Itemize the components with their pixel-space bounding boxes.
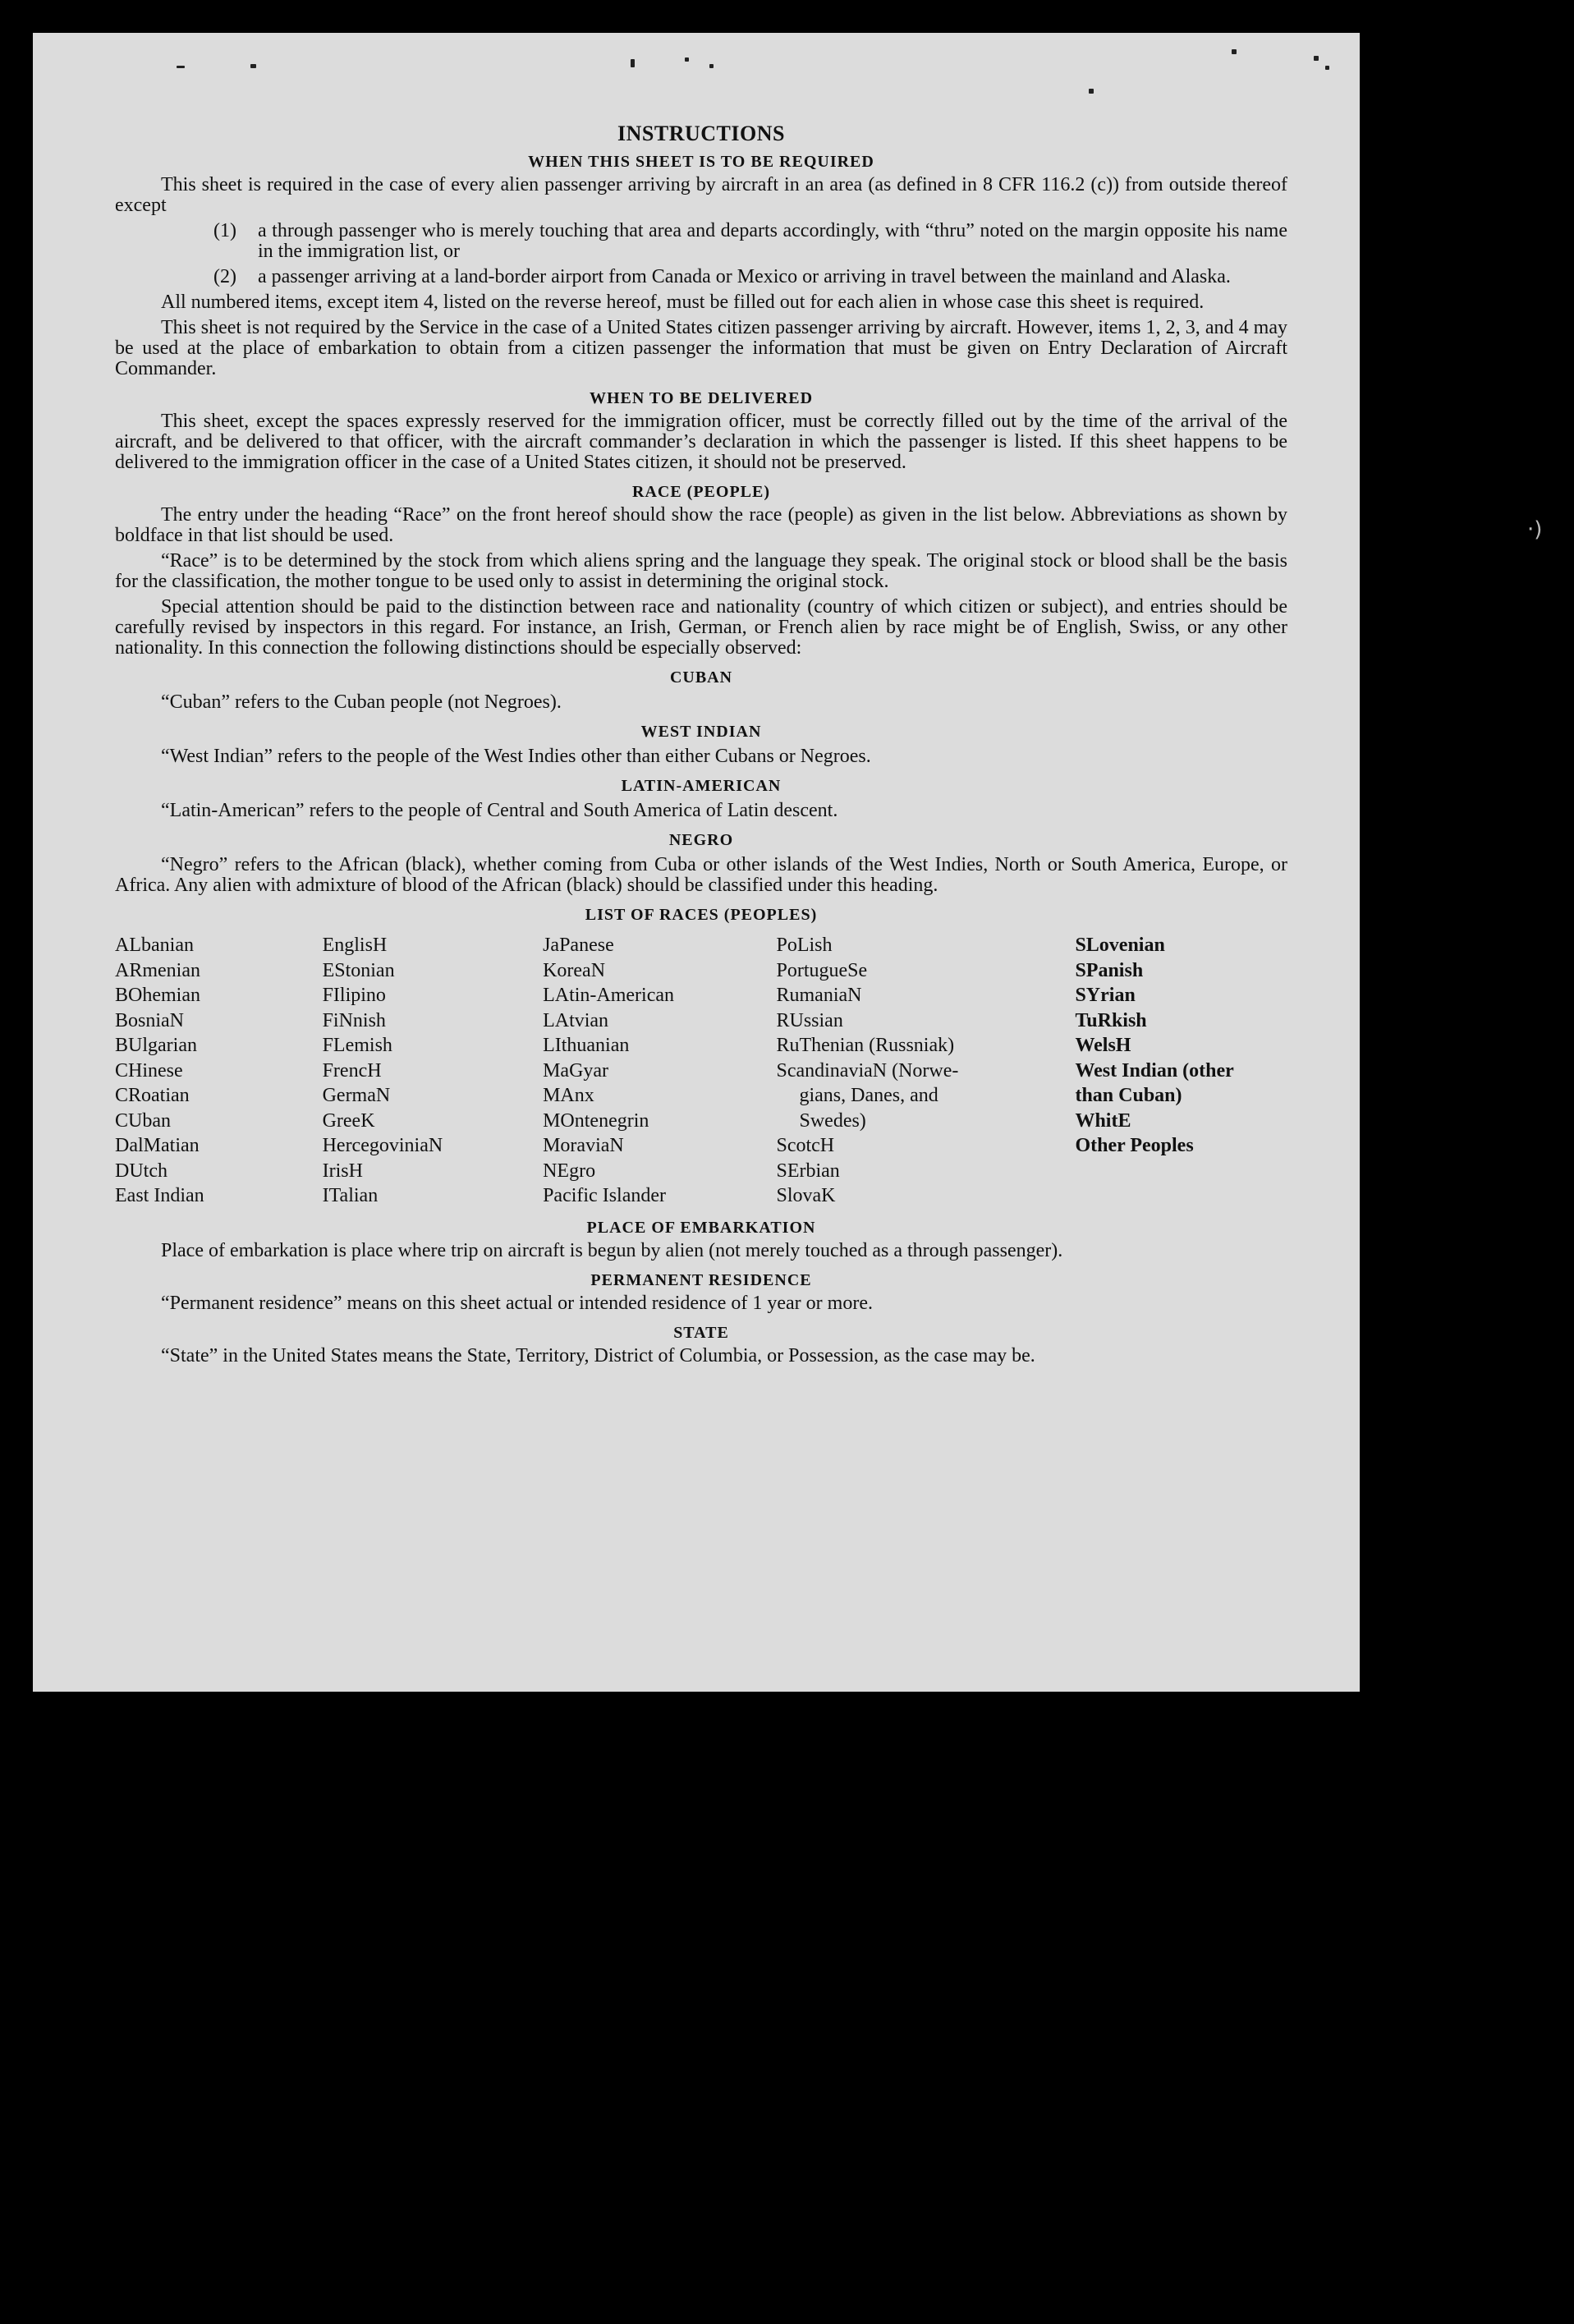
edge-artifact-mark: ·) <box>1527 517 1543 542</box>
race-entry: JaPanese <box>543 935 614 956</box>
exception-item-number: (1) <box>213 220 236 241</box>
race-entry-continuation: Swedes) <box>799 1109 866 1132</box>
definition-text-cuban: “Cuban” refers to the Cuban people (not Negroes). <box>161 691 562 713</box>
residence-paragraph: “Permanent residence” means on this sheet actual or intended residence of 1 year or more. <box>161 1292 873 1314</box>
race-entry: ALbanian <box>115 935 194 956</box>
race-entry: SYrian <box>1075 985 1136 1006</box>
race-entry: MAnx <box>543 1085 594 1106</box>
race-entry: SlovaK <box>776 1185 836 1206</box>
race-entry: PortugueSe <box>776 959 868 981</box>
race-entry: HercegoviniaN <box>322 1135 443 1156</box>
race-entry: GreeK <box>322 1109 375 1132</box>
section-heading-when-delivered: WHEN TO BE DELIVERED <box>589 389 814 407</box>
race-entry: ITalian <box>322 1185 379 1206</box>
race-entry: Pacific Islander <box>543 1185 667 1206</box>
definition-text-negro: “Negro” refers to the African (black), whether coming from Cuba or other islands of the West Indies, North or South America, Europe, or Africa. Any alien with admixture of blood of the African (black) should be classified under this heading. <box>115 854 1287 896</box>
race-paragraph-1: The entry under the heading “Race” on the front hereof should show the race (people) as given in the list below. Abbreviations as shown by boldface in that list should be used. <box>115 504 1287 546</box>
race-entry: FiNnish <box>322 1009 386 1031</box>
race-paragraph-3: Special attention should be paid to the distinction between race and nationality (country of which citizen or subject), and entries should be carefully revised by inspectors in this regard. For instance, an Irish, German, or French alien by race might be of English, Swiss, or any other nationality. In this connection the following distinctions should be especially observed: <box>115 596 1287 659</box>
race-entry: DalMatian <box>115 1135 200 1156</box>
when-delivered-paragraph: This sheet, except the spaces expressly reserved for the immigration officer, must be correctly filled out by the time of the arrival of the aircraft, and be delivered to that officer, with the aircraft commander’s declaration in which the passenger is listed. If this sheet happens to be delivered to the immigration officer in the case of a United States citizen, it should not be preserved. <box>115 411 1287 473</box>
race-entry: SLovenian <box>1075 935 1165 956</box>
race-entry: BUlgarian <box>115 1035 197 1056</box>
race-entry: East Indian <box>115 1185 204 1206</box>
race-entry: RumaniaN <box>776 985 862 1006</box>
section-heading-embarkation: PLACE OF EMBARKATION <box>586 1218 816 1237</box>
race-entry: FLemish <box>322 1035 392 1056</box>
race-entry: West Indian (other <box>1075 1059 1234 1082</box>
definition-heading-west-indian: WEST INDIAN <box>640 723 762 741</box>
race-entry: IrisH <box>322 1160 363 1182</box>
races-column-4 <box>776 933 1075 1209</box>
race-entry: SPanish <box>1075 959 1144 981</box>
race-entry: BosniaN <box>115 1009 184 1031</box>
race-paragraph-2: “Race” is to be determined by the stock from which aliens spring and the language they speak. The original stock or blood shall be the basis for the classification, the mother tongue to be used only to assist in determining the original stock. <box>115 550 1287 592</box>
race-entry: Other Peoples <box>1075 1135 1194 1156</box>
race-entry: WhitE <box>1075 1109 1131 1132</box>
race-entry: NEgro <box>543 1160 596 1182</box>
race-entry: BOhemian <box>115 985 200 1006</box>
race-entry: EStonian <box>322 959 395 981</box>
exception-item-text: a through passenger who is merely touching that area and departs accordingly, with “thru” noted on the margin opposite his name in the immigration list, or <box>258 220 1287 262</box>
race-entry: ScandinaviaN (Norwe- <box>776 1059 959 1082</box>
exception-item-text: a passenger arriving at a land-border airport from Canada or Mexico or arriving in travel between the mainland and Alaska. <box>258 266 1231 287</box>
race-entry: WelsH <box>1075 1035 1131 1056</box>
races-column-3 <box>543 933 776 1209</box>
race-entry: DUtch <box>115 1160 167 1182</box>
race-entry-continuation: gians, Danes, and <box>799 1085 938 1106</box>
race-entry: CHinese <box>115 1059 183 1082</box>
race-entry-continuation: than Cuban) <box>1075 1085 1182 1106</box>
race-entry: GermaN <box>322 1085 391 1106</box>
races-column-5 <box>1075 933 1287 1209</box>
race-entry: RuThenian (Russniak) <box>776 1035 955 1056</box>
race-entry: KoreaN <box>543 959 606 981</box>
race-entry: CUban <box>115 1109 171 1132</box>
race-entry: ScotcH <box>776 1135 835 1156</box>
page-title: INSTRUCTIONS <box>617 122 785 145</box>
race-entry: LAtvian <box>543 1009 609 1031</box>
race-entry: CRoatian <box>115 1085 190 1106</box>
section-heading-when-required: WHEN THIS SHEET IS TO BE REQUIRED <box>528 153 874 171</box>
definition-text-latin-american: “Latin-American” refers to the people of Central and South America of Latin descent. <box>161 800 838 821</box>
numbered-items-paragraph: All numbered items, except item 4, listed on the reverse hereof, must be filled out for each alien in whose case this sheet is required. <box>161 292 1205 313</box>
races-list <box>115 933 1287 1209</box>
race-entry: ARmenian <box>115 959 200 981</box>
section-heading-residence: PERMANENT RESIDENCE <box>590 1270 812 1289</box>
race-entry: LIthuanian <box>543 1035 630 1056</box>
race-entry: TuRkish <box>1075 1009 1147 1031</box>
races-column-1 <box>115 933 323 1209</box>
document-page <box>33 33 1360 1692</box>
definition-text-west-indian: “West Indian” refers to the people of the West Indies other than either Cubans or Negroes. <box>161 746 871 767</box>
section-heading-state: STATE <box>673 1323 729 1342</box>
when-required-intro: This sheet is required in the case of every alien passenger arriving by aircraft in an area (as defined in 8 CFR 116.2 (c)) from outside thereof except <box>115 174 1287 216</box>
embarkation-paragraph: Place of embarkation is place where trip on aircraft is begun by alien (not merely touched as a through passenger). <box>161 1239 1063 1261</box>
race-entry: PoLish <box>776 935 833 956</box>
exception-item <box>115 221 1287 262</box>
race-entry: MOntenegrin <box>543 1109 649 1132</box>
exception-item <box>115 267 1287 287</box>
race-entry: FIlipino <box>322 985 386 1006</box>
race-entry: EnglisH <box>322 935 388 956</box>
state-paragraph: “State” in the United States means the State, Territory, District of Columbia, or Possession, as the case may be. <box>161 1344 1035 1366</box>
definition-heading-negro: NEGRO <box>668 831 734 849</box>
races-column-2 <box>323 933 544 1209</box>
citizen-paragraph: This sheet is not required by the Service in the case of a United States citizen passenger arriving by aircraft. However, items 1, 2, 3, and 4 may be used at the place of embarkation to obtain from a citizen passenger the information that must be given on Entry Declaration of Aircraft Commander. <box>115 317 1287 379</box>
section-heading-race: RACE (PEOPLE) <box>632 483 770 501</box>
races-list-heading: LIST OF RACES (PEOPLES) <box>585 906 818 924</box>
race-entry: FrencH <box>322 1059 382 1082</box>
definition-heading-latin-american: LATIN-AMERICAN <box>621 777 782 795</box>
race-entry: SErbian <box>776 1160 840 1182</box>
race-entry: MoraviaN <box>543 1135 624 1156</box>
race-entry: MaGyar <box>543 1059 609 1082</box>
race-entry: RUssian <box>776 1009 843 1031</box>
definition-heading-cuban: CUBAN <box>669 668 733 687</box>
race-entry: LAtin-American <box>543 985 675 1006</box>
exception-item-number: (2) <box>213 266 236 287</box>
